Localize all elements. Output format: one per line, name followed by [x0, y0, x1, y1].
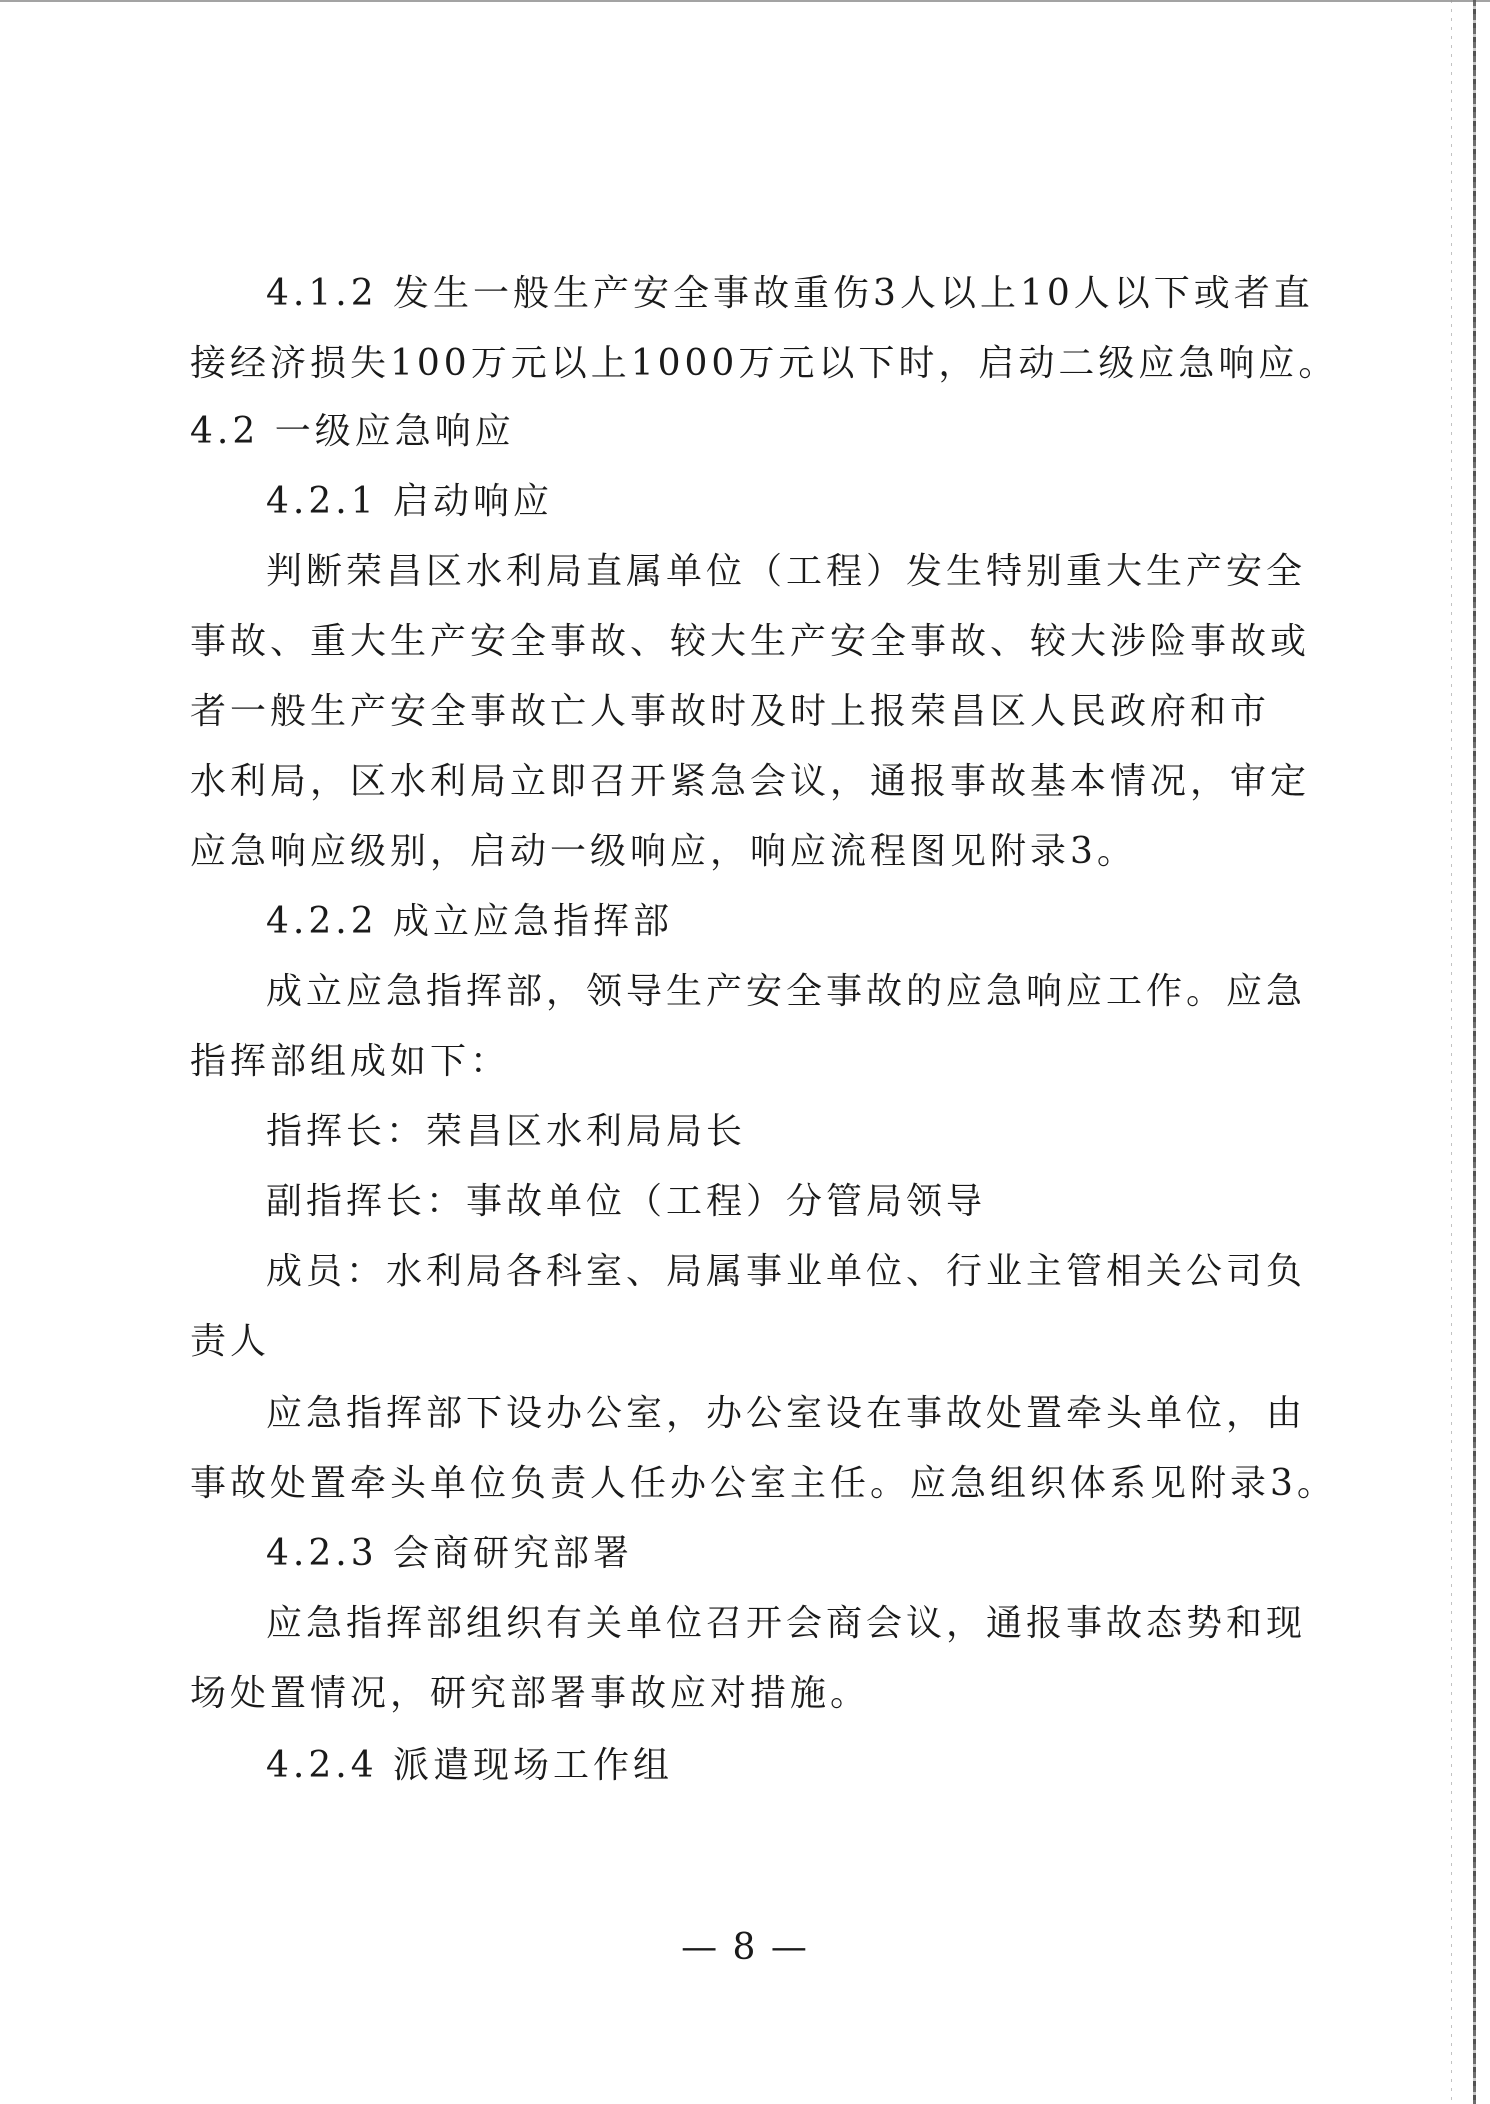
paragraph-4-2-1-line-1: 判断荣昌区水利局直属单位（工程）发生特别重大生产安全	[266, 551, 1307, 592]
paragraph-4-2-3-line-2: 场处置情况，研究部署事故应对措施。	[190, 1673, 871, 1714]
paragraph-4-2-1-line-2: 事故、重大生产安全事故、较大生产安全事故、较大涉险事故或	[190, 621, 1311, 662]
paragraph-4-2-1-line-3: 者一般生产安全事故亡人事故时及时上报荣昌区人民政府和市	[190, 691, 1271, 732]
paragraph-4-2-1-line-4: 水利局，区水利局立即召开紧急会议，通报事故基本情况，审定	[190, 761, 1311, 802]
subsection-heading-4-2-4: 4.2.4 派遣现场工作组	[266, 1745, 674, 1786]
paragraph-4-2-1-line-5: 应急响应级别，启动一级响应，响应流程图见附录3。	[190, 831, 1137, 872]
scan-top-rule	[0, 0, 1490, 2]
office-paragraph-line-2: 事故处置牵头单位负责人任办公室主任。应急组织体系见附录3。	[190, 1463, 1337, 1504]
paragraph-4-2-3-line-1: 应急指挥部组织有关单位召开会商会议，通报事故态势和现	[266, 1603, 1307, 1644]
subsection-heading-4-2-3: 4.2.3 会商研究部署	[266, 1533, 634, 1574]
office-paragraph-line-1: 应急指挥部下设办公室，办公室设在事故处置牵头单位，由	[266, 1393, 1307, 1434]
paragraph-4-2-2-line-2: 指挥部组成如下：	[190, 1041, 511, 1082]
commander-line: 指挥长：荣昌区水利局局长	[266, 1111, 747, 1152]
members-line-1: 成员：水利局各科室、局属事业单位、行业主管相关公司负	[266, 1251, 1307, 1292]
page-number: — 8 —	[681, 1927, 809, 1968]
deputy-commander-line: 副指挥长：事故单位（工程）分管局领导	[266, 1181, 987, 1222]
clause-4-1-2-line-1: 4.1.2 发生一般生产安全事故重伤3人以上10人以下或者直	[266, 273, 1314, 314]
subsection-heading-4-2-1: 4.2.1 启动响应	[266, 481, 554, 522]
scan-edge-marks-secondary	[1451, 0, 1452, 2104]
section-heading-4-2: 4.2 一级应急响应	[190, 411, 515, 452]
paragraph-4-2-2-line-1: 成立应急指挥部，领导生产安全事故的应急响应工作。应急	[266, 971, 1307, 1012]
members-line-2: 责人	[190, 1321, 271, 1362]
subsection-heading-4-2-2: 4.2.2 成立应急指挥部	[266, 901, 674, 942]
clause-4-1-2-line-2: 接经济损失100万元以上1000万元以下时，启动二级应急响应。	[190, 343, 1339, 384]
scan-edge-marks	[1473, 0, 1476, 2104]
